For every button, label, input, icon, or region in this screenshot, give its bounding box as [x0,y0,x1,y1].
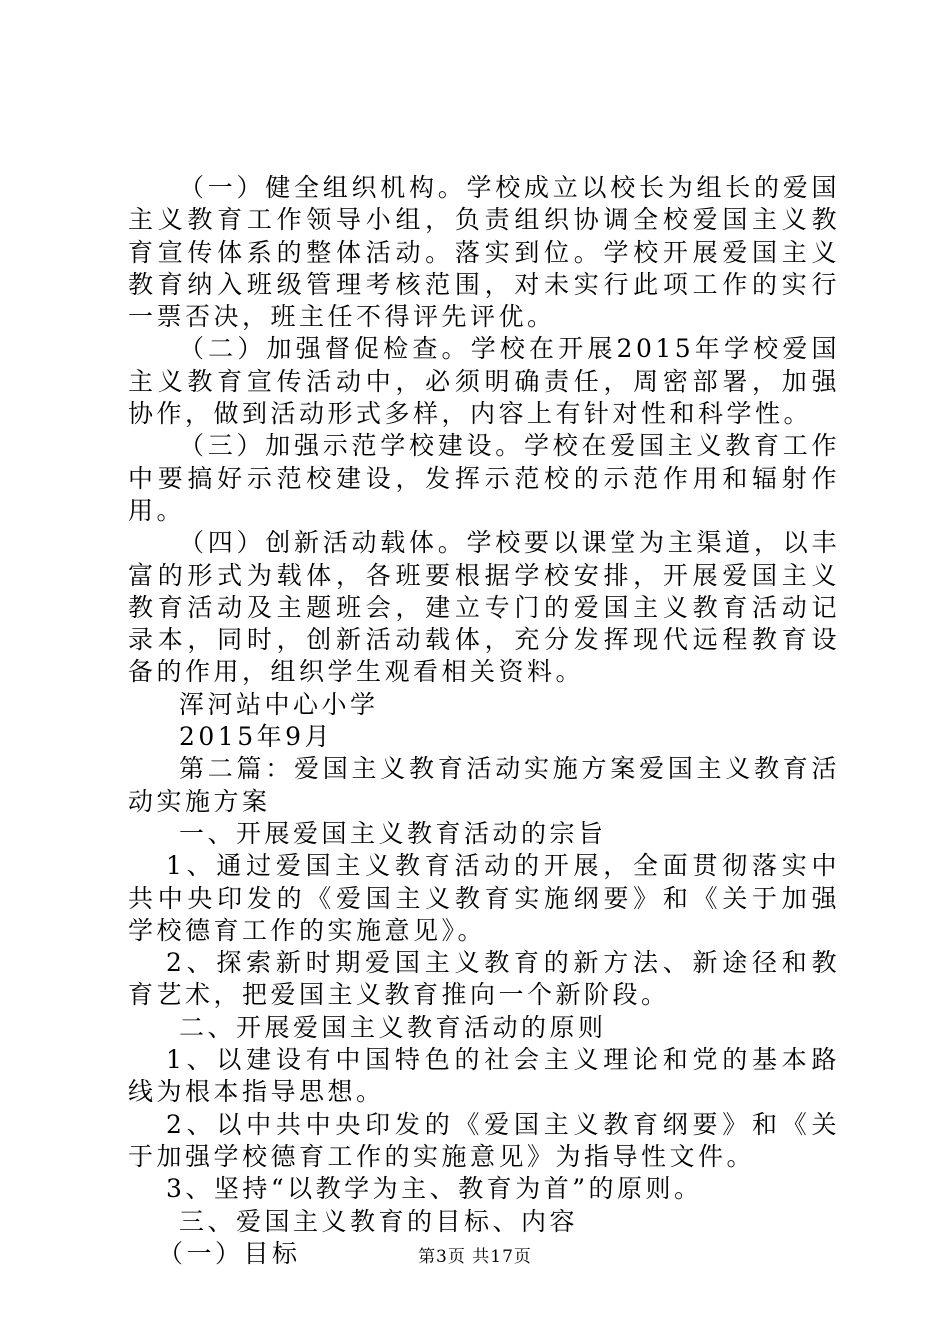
paragraph-organization: （一）健全组织机构。学校成立以校长为组长的爱国主义教育工作领导小组，负责组织协调全校爱国主义教育宣传体系的整体活动。落实到位。学校开展爱国主义教育纳入班级管理考核范围，对未实行此项工作的实行一票否决，班主任不得评先评优。 [128,173,840,332]
heading-principles: 二、开展爱国主义教育活动的原则 [179,1012,607,1042]
page-footer [0,1242,950,1267]
paragraph-supervision: （二）加强督促检查。学校在开展2015年学校爱国主义教育宣传活动中，必须明确责任，周密部署，加强协作，做到活动形式多样，内容上有针对性和科学性。 [128,334,840,429]
paragraph-purpose-1: 1、通过爱国主义教育活动的开展，全面贯彻落实中共中央印发的《爱国主义教育实施纲要》和《关于加强学校德育工作的实施意见》。 [128,851,840,945]
page-number-label: 第3页 共17页 [418,1247,532,1267]
paragraph-innovation: （四）创新活动载体。学校要以课堂为主渠道，以丰富的形式为载体，各班要根据学校安排，开展爱国主义教育活动及主题班会，建立专门的爱国主义教育活动记录本，同时，创新活动载体，充分发挥现代远程教育设备的作用，组织学生观看相关资料。 [128,528,840,687]
document-body [128,172,840,1270]
heading-goals-content: 三、爱国主义教育的目标、内容 [179,1206,579,1236]
paragraph-principle-3: 3、坚持“以教学为主、教育为首”的原则。 [166,1174,703,1204]
heading-purpose: 一、开展爱国主义教育活动的宗旨 [179,818,607,848]
paragraph-principle-1: 1、以建设有中国特色的社会主义理论和党的基本路线为根本指导思想。 [128,1045,840,1107]
signature-date: 2015年9月 [179,722,334,752]
paragraph-principle-2: 2、以中共中央印发的《爱国主义教育纲要》和《关于加强学校德育工作的实施意见》为指导性文件。 [128,1109,840,1171]
section-heading-part-two: 第二篇：爱国主义教育活动实施方案爱国主义教育活动实施方案 [128,754,840,816]
paragraph-model-school: （三）加强示范学校建设。学校在爱国主义教育工作中要搞好示范校建设，发挥示范校的示范作用和辐射作用。 [128,431,840,525]
signature-school-name: 浑河站中心小学 [179,689,379,719]
heading-goals: （一）目标 [158,1238,301,1268]
paragraph-purpose-2: 2、探索新时期爱国主义教育的新方法、新途径和教育艺术，把爱国主义教育推向一个新阶段。 [128,948,840,1010]
